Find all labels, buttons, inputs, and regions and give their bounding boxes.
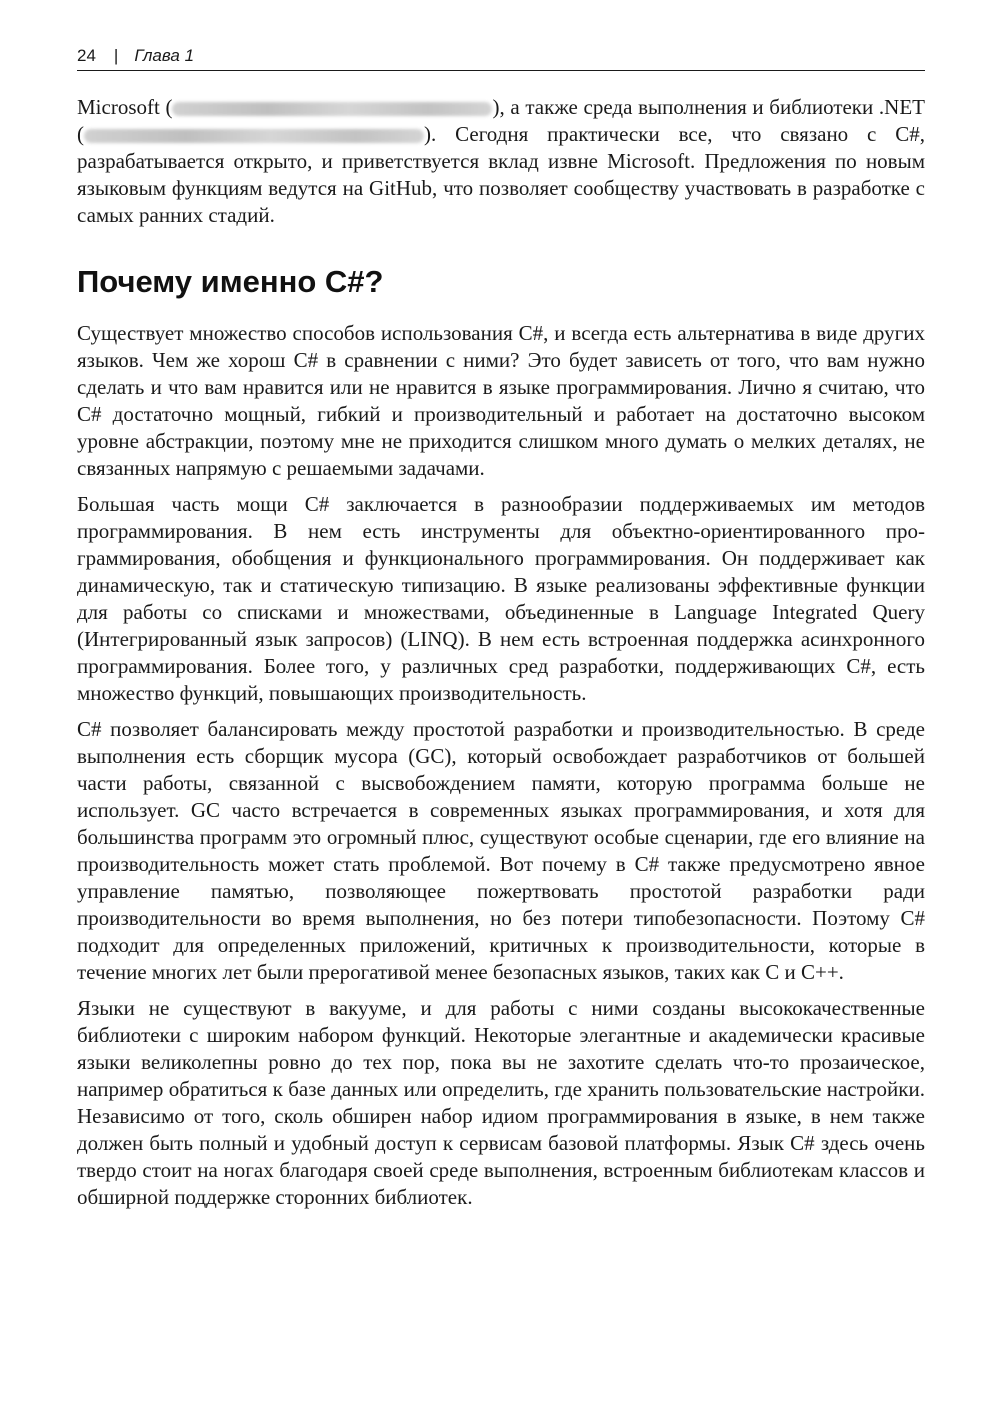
section-heading: Почему именно C#? — [77, 264, 384, 299]
redacted-link-roslyn — [172, 102, 492, 116]
body-paragraph-3: C# позволяет балансировать между простотой разработки и производительностью. В среде выполнения есть сборщик мусора (GC), который освобождает разработчиков от большей части работы, связанной с высвобождением памяти, которую программа больше не использует. GC часто встречается в современных языках программирования, и хотя для большинства программ это огромный плюс, существуют особые сценарии, где его влияние на производительность может стать проблемой. Вот почему в C# также предусмотрено явное управление памятью, позволяющее пожертвовать простотой разработки ради производительности во время выполнения, но без потери типобезопасности. Поэтому C# подходит для определенных приложений, критичных к производительности, которые в течение многих лет были прерогативой менее безопасных языков, таких как C и C++. — [77, 717, 925, 984]
running-header — [77, 44, 925, 71]
body-paragraph-4: Языки не существуют в вакууме, и для работы с ними созданы высококачественные библиотеки с широким набором функций. Некоторые элегантные и академически красивые языки великолепны ровно до тех пор, пока вы не захотите сделать что-то прозаическое, например обратиться к базе данных или определить, где хранить пользовательские настройки. Независимо от того, сколь обширен набор идиом программирования в языке, в нем также должен быть полный и удобный доступ к сервисам базовой платформы. Язык C# здесь очень твердо стоит на ногах благодаря своей среде выполнения, встроенным библиотекам классов и обширной поддержке сторонних библиотек. — [77, 996, 925, 1209]
body-paragraph-1: Существует множество способов использования C#, и всегда есть альтернатива в виде других языков. Чем же хорош C# в сравнении с ними? Это будет зависеть от того, что вам нужно сделать и что вам нравится или не нравится в языке программирования. Лично я считаю, что C# достаточно мощный, гибкий и производительный и работает на достаточно высоком уровне абстракции, поэтому мне не приходится слишком много думать о мелких деталях, не связанных напрямую с решаемыми задачами. — [77, 321, 925, 480]
page-number: 24 — [77, 46, 96, 65]
body-paragraph-2: Большая часть мощи C# заключается в разнообразии поддерживаемых им методов программирования. В нем есть инструменты для объектно-ориентированного программирования, обобщения и функционального программирования. Он поддерживает как динамическую, так и статическую типизацию. В языке реализованы эффективные функции для работы со списками и множествами, объединенные в Language Integrated Query (Интегрированный язык запросов) (LINQ). В нем есть встроенная поддержка асинхронного программирования. Более того, у различных сред разработки, поддерживающих C#, есть множество функций, повышающих производительность. — [77, 492, 925, 705]
chapter-label: Глава 1 — [134, 46, 195, 65]
intro-text-1: Microsoft ( — [77, 95, 173, 119]
header-separator: | — [113, 46, 119, 65]
intro-text-3: ). Сегодня практически все, что связано с C#, разрабатывается открыто, и приветствуется вклад извне Microsoft. Предложения по новым языковым функциям ведутся на GitHub, что позволяет сообществу участвовать в разработке с самых ранних стадий. — [77, 122, 925, 227]
intro-paragraph — [77, 94, 925, 229]
redacted-link-runtime — [84, 129, 424, 143]
section-body — [77, 320, 925, 1220]
intro-text-2: ), а также среда выполнения и библиотеки .NET ( — [77, 95, 925, 146]
